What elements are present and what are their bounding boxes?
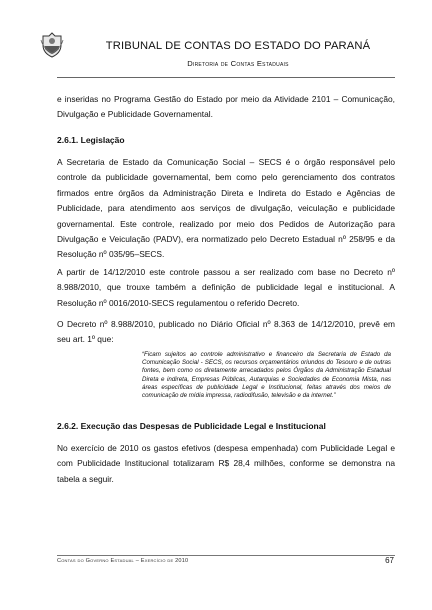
section-heading-legislacao: 2.6.1. Legislação [57,135,125,145]
page-subtitle: Diretoria de Contas Estaduais [187,59,289,68]
footer-label: Contas do Governo Estadual – Exercício de 2010 [57,558,189,564]
execucao-paragraph: No exercício de 2010 os gastos efetivos (despesa empenhada) com Publicidade Legal e com Publicidade Institucional totalizaram R$ 28,4 milhões, conforme se demonstra na tabela a seguir. [57,443,395,484]
page-number: 67 [385,556,394,565]
legislacao-paragraph-3: O Decreto nº 8.988/2010, publicado no Diário Oficial nº 8.363 de 14/12/2010, prevê em seu art. 1º que: [57,319,395,345]
intro-paragraph: e inseridas no Programa Gestão do Estado por meio da Atividade 2101 – Comunicação, Divulgação e Publicidade Governamental. [57,94,395,120]
section-heading-execucao: 2.6.2. Execução das Despesas de Publicidade Legal e Institucional [57,421,326,431]
legislacao-paragraph-1: A Secretaria de Estado da Comunicação Social – SECS é o órgão responsável pelo controle da publicidade governamental, bem como pelo gerenciamento dos contratos firmados entre órgãos da Administração Direta e Indireta do Estado e Agências de Publicidade, para atendimento aos serviços de divulgação, veiculação e publicidade governamental. Este controle, realizado por meio dos Pedidos de Autorização para Divulgação e Veiculação (PADV), era normatizado pelo Decreto Estadual nº 258/95 e da Resolução nº 035/95–SECS. [57,157,395,260]
legislacao-paragraph-2: A partir de 14/12/2010 este controle passou a ser realizado com base no Decreto nº 8.988/2010, que trouxe também a definição de publicidade legal e institucional. A Resolução nº 0016/2010-SECS regulamentou o referido Decreto. [57,267,395,308]
page-title: TRIBUNAL DE CONTAS DO ESTADO DO PARANÁ [105,40,371,52]
footer-divider [57,555,395,556]
decree-quote: “Ficam sujeitos ao controle administrativo e financeiro da Secretaria de Estado da Comunicação Social - SECS, os recursos orçamentários oriundos do Tesouro e de outras fontes, bem como os diretamente arrecadados pelos Órgãos da Administração Estadual Direta e indireta, Empresas Públicas, Autarquias e Sociedades de Economia Mista, nas áreas específicas de publicidade Legal e Institucional, feitas através dos meios de comunicação de mídia impressa, radiodifusão, televisão e da internet.” [142,351,391,400]
parana-coat-of-arms-icon [40,32,64,58]
header-divider [57,77,395,78]
